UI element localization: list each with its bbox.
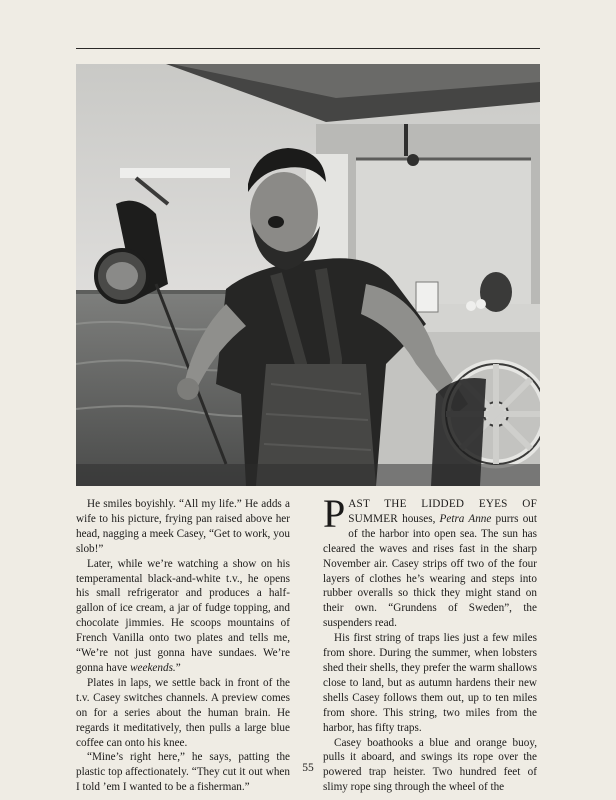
paragraph: Casey boathooks a blue and orange buoy, pulls it aboard, and swings its rope over the powered trap heister. Two hundred feet of slimy rope sing through the wheel of the (323, 736, 537, 794)
paragraph-text: Later, while we’re watching a show on his temperamental black-and-white t.v., he opens his small refrigerator and produces a half-gallon of ice cream, a jar of fudge topping, and chocolate jimmies. He scoops mountains of French Vanilla onto two plates and tells me, “We’re not just gonna have sundaes. We’re gonna have (76, 557, 290, 674)
lead-text: purrs out of the harbor into open sea. The sun has cleared the waves and rises fast in the sharp November air. Casey strips off two of the four layers of clothes he’s wearing and steps into rubber overalls so thick they might stand on their own. “Grundens of Sweden”, the suspenders read. (323, 512, 537, 630)
paragraph: Plates in laps, we settle back in front of the t.v. Casey switches channels. A preview comes on for a series about the human brain. He regards it meditatively, then pulls a large blue coffee can onto his knee. (76, 676, 290, 749)
boat-name: Petra Anne (439, 512, 492, 525)
header-rule (76, 48, 540, 49)
left-text-column (76, 497, 290, 795)
paragraph: “Mine’s right here,” he says, patting the plastic top affectionately. “They cut it out when I told ’em I wanted to be a fisherman.” (76, 751, 290, 794)
lead-paragraph (323, 491, 537, 631)
drop-cap: P (323, 491, 346, 536)
fisherman-photo (76, 64, 540, 486)
paragraph (76, 557, 290, 676)
paragraph: His first string of traps lies just a few miles from shore. During the summer, when lobsters shed their shells, they prefer the warm shallows close to land, but as autumn hardens their new shells Casey follows them out, up to ten miles from shore. This string, two miles from the harbor, has fifty traps. (323, 632, 537, 734)
right-text-column (323, 491, 537, 795)
italic-word: weekends. (130, 661, 176, 674)
closing-quote: ” (175, 661, 181, 674)
lead-text: houses, (397, 512, 440, 525)
page-number: 55 (302, 762, 314, 774)
photo-fisherman-at-wheel-icon (76, 64, 540, 486)
paragraph: He smiles boyishly. “All my life.” He adds a wife to his picture, frying pan raised above her head, nagging a meek Casey, “Get to work, you slob!” (76, 498, 290, 555)
lead-caps-text: AST THE LIDDED EYES OF SUMMER (348, 498, 537, 525)
